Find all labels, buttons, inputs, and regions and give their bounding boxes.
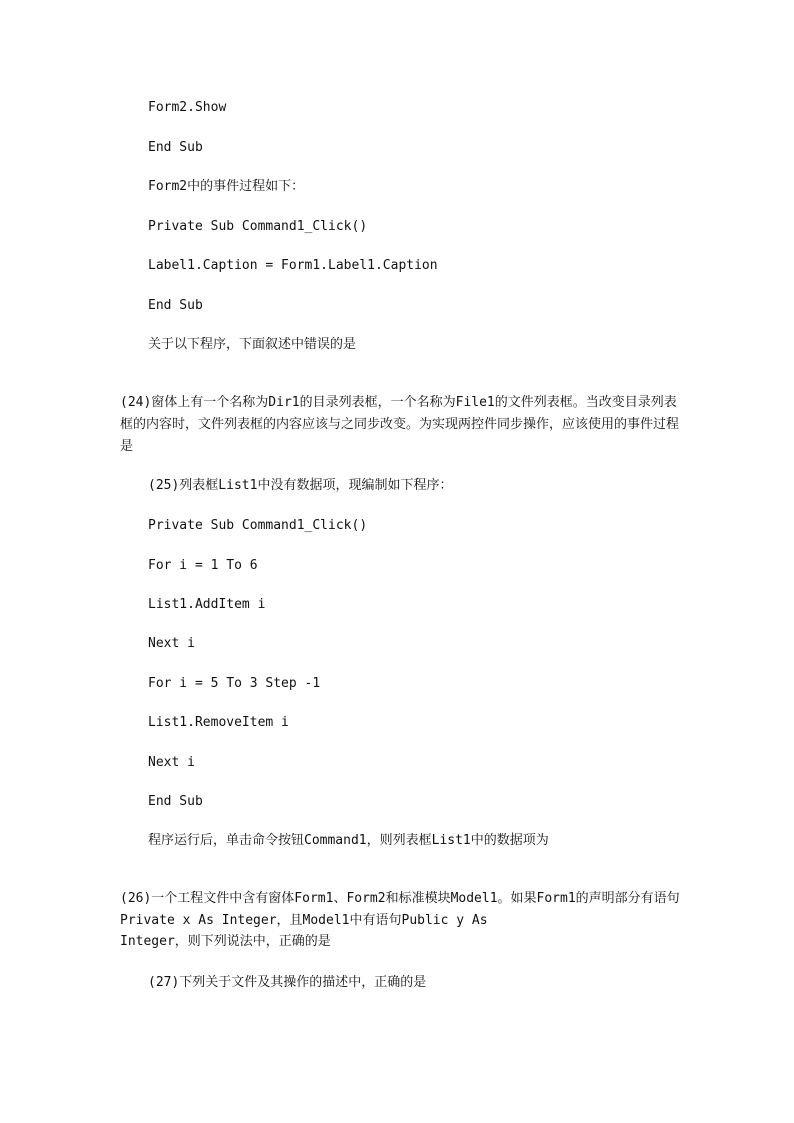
code-line: Private Sub Command1_Click() [148, 219, 368, 234]
code-line: For i = 5 To 3 Step -1 [148, 676, 321, 691]
text-line: 程序运行后，单击命令按钮Command1，则列表框List1中的数据项为 [148, 833, 549, 848]
code-line: Label1.Caption = Form1.Label1.Caption [148, 258, 438, 273]
question-27: (27)下列关于文件及其操作的描述中，正确的是 [148, 975, 427, 990]
code-line: Next i [148, 755, 195, 770]
code-line: List1.RemoveItem i [148, 715, 289, 730]
code-line: Next i [148, 636, 195, 651]
code-line: For i = 1 To 6 [148, 558, 258, 573]
question-25: (25)列表框List1中没有数据项，现编制如下程序： [148, 478, 453, 493]
text-line: Form2中的事件过程如下： [148, 179, 305, 194]
text-line: 关于以下程序，下面叙述中错误的是 [148, 337, 357, 352]
code-line: List1.AddItem i [148, 597, 266, 612]
question-26: (26)一个工程文件中含有窗体Form1、Form2和标准模块Model1。如果Form1的声明部分有语句Private x As Integer，且Model1中有语句Public y As [120, 891, 680, 928]
question-26-end: Integer，则下列说法中，正确的是 [120, 934, 331, 949]
code-line: Form2.Show [148, 100, 227, 115]
question-24: (24)窗体上有一个名称为Dir1的目录列表框，一个名称为File1的文件列表框。当改变目录列表框的内容时，文件列表框的内容应该与之同步改变。为实现两控件同步操作，应该使用的事件过程是 [120, 395, 680, 454]
code-line: Private Sub Command1_Click() [148, 518, 368, 533]
code-line: End Sub [148, 140, 203, 155]
code-line: End Sub [148, 794, 203, 809]
code-line: End Sub [148, 298, 203, 313]
